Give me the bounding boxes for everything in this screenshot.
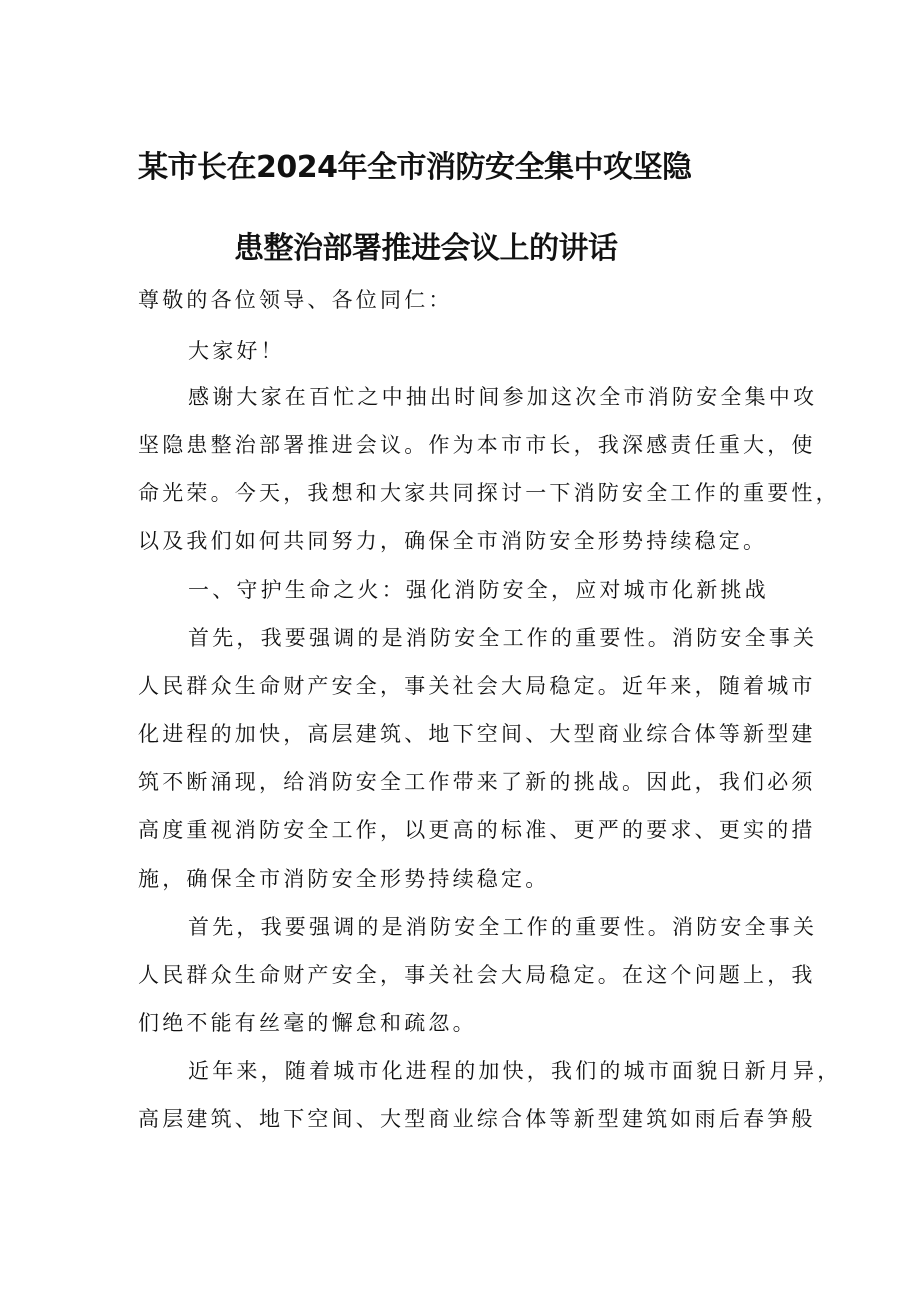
greeting: 大家好！ — [188, 339, 285, 363]
body-text-line: 首先，我要强调的是消防安全工作的重要性。消防安全事关 — [188, 626, 818, 650]
section-heading: 一、守护生命之火：强化消防安全，应对城市化新挑战 — [188, 578, 769, 602]
body-text-line: 人民群众生命财产安全，事关社会大局稳定。近年来，随着城市 — [138, 674, 816, 698]
document-title-line-2: 患整治部署推进会议上的讲话 — [234, 231, 618, 266]
body-text-line: 坚隐患整治部署推进会议。作为本市市长，我深感责任重大，使 — [138, 433, 816, 457]
body-text-line: 高度重视消防安全工作，以更高的标准、更严的要求、更实的措 — [138, 818, 816, 842]
body-text-line: 感谢大家在百忙之中抽出时间参加这次全市消防安全集中攻 — [188, 385, 818, 409]
body-text-line: 筑不断涌现，给消防安全工作带来了新的挑战。因此，我们必须 — [138, 770, 816, 794]
body-text-line: 人民群众生命财产安全，事关社会大局稳定。在这个问题上，我 — [138, 963, 816, 987]
body-text-line: 高层建筑、地下空间、大型商业综合体等新型建筑如雨后春笋般 — [138, 1107, 816, 1131]
body-text-line: 们绝不能有丝毫的懈怠和疏忽。 — [138, 1011, 477, 1035]
body-text-line: 近年来，随着城市化进程的加快，我们的城市面貌日新月异， — [188, 1059, 842, 1083]
salutation: 尊敬的各位领导、各位同仁： — [138, 288, 453, 312]
body-text-line: 以及我们如何共同努力，确保全市消防安全形势持续稳定。 — [138, 529, 768, 553]
body-text-line: 施，确保全市消防安全形势持续稳定。 — [138, 867, 550, 891]
body-text-line: 化进程的加快，高层建筑、地下空间、大型商业综合体等新型建 — [138, 722, 816, 746]
document-title-line-1: 某市长在2024年全市消防安全集中攻坚隐 — [138, 150, 692, 185]
body-text-line: 首先，我要强调的是消防安全工作的重要性。消防安全事关 — [188, 915, 818, 939]
body-text-line: 命光荣。今天，我想和大家共同探讨一下消防安全工作的重要性， — [138, 481, 840, 505]
